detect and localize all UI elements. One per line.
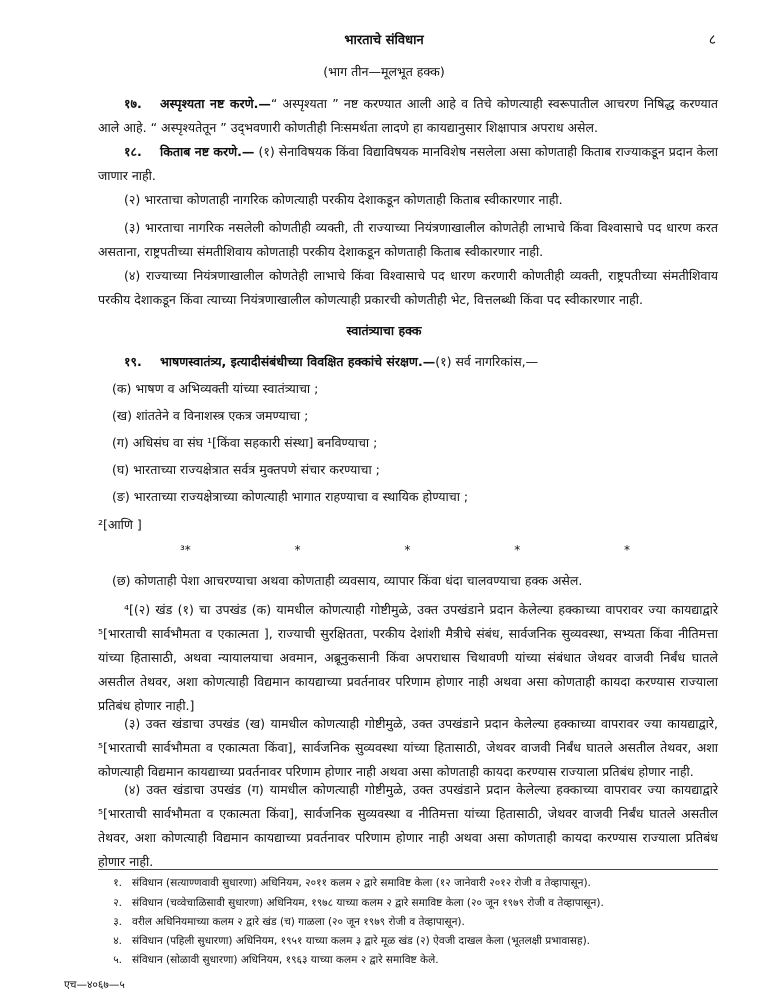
footnote-number: ५. bbox=[113, 954, 122, 966]
article-heading: अस्पृश्यता नष्ट करणे.— bbox=[160, 96, 271, 111]
footnote-number: २. bbox=[113, 897, 122, 909]
clause-intro: (१) सर्व नागरिकांस,— bbox=[435, 354, 539, 369]
clause-text: (४) उक्त खंडाचा उपखंड (ग) यामधील कोणत्याही गोष्टीमुळे, उक्त उपखंडाने प्रदान केलेल्या हक्काच्या वापरावर ज्या कायद्याद्वारे ⁵[भारताची सार्वभौमता व एकात्मता किंवा], सार्वजनिक सुव्यवस्था व नीतिमत्ता यांच्या हितासाठी, जेथवर वाजवी निर्बंध घातले असतील तेथवर, अशा कोणत्याही विद्यमान कायद्याच्या प्रवर्तनावर परिणाम होणार नाही अथवा असा कोणताही कायदा करण्यास राज्याला प्रतिबंध होणार नाही. bbox=[98, 782, 718, 869]
list-item: (क) भाषण व अभिव्यक्ती यांच्या स्वातंत्र्याचा ; bbox=[112, 381, 319, 396]
footnote-text: संविधान (सत्याण्णवावी सुधारणा) अधिनियम, २०११ कलम २ द्वारे समाविष्ट केला (१२ जानेवारी २०१२ रोजी व तेव्हापासून). bbox=[132, 877, 591, 889]
list-item: (ङ) भारताच्या राज्यक्षेत्राच्या कोणत्याही भागात राहण्याचा व स्थायिक होण्याचा ; bbox=[112, 489, 469, 504]
page-number: ८ bbox=[708, 32, 716, 48]
article-17 bbox=[98, 92, 718, 140]
star-mark: * bbox=[294, 543, 301, 557]
list-item: (छ) कोणताही पेशा आचरण्याचा अथवा कोणताही व्यवसाय, व्यापार किंवा धंदा चालवण्याचा हक्क असेल. bbox=[112, 573, 583, 588]
clause-text: (३) उक्त खंडाचा उपखंड (ख) यामधील कोणत्याही गोष्टीमुळे, उक्त उपखंडाने प्रदान केलेल्या हक्काच्या वापरावर ज्या कायद्याद्वारे, ⁵[भारताची सार्वभौमता व एकात्मता किंवा], सार्वजनिक सुव्यवस्था यांच्या हितासाठी, जेथवर वाजवी निर्बंध घातले असतील तेथवर, अशा कोणत्याही विद्यमान कायद्याच्या प्रवर्तनावर परिणाम होणार नाही अथवा असा कोणताही कायदा करण्यास राज्याला प्रतिबंध होणार नाही. bbox=[98, 716, 718, 779]
footnote bbox=[98, 953, 718, 967]
footnote-divider bbox=[98, 869, 718, 870]
article-number: १९. bbox=[124, 354, 142, 369]
and-marker: ²[आणि ] bbox=[98, 517, 142, 532]
list-item: (ख) शांततेने व विनाशस्त्र एकत्र जमण्याचा ; bbox=[112, 408, 309, 423]
footnote bbox=[98, 934, 718, 948]
article-heading: किताब नष्ट करणे.— bbox=[160, 144, 255, 159]
list-item: (ग) अधिसंघ वा संघ ¹[किंवा सहकारी संस्था] बनविण्याचा ; bbox=[112, 435, 378, 450]
footnote-text: संविधान (चव्वेचाळिसावी सुधारणा) अधिनियम, १९७८ याच्या कलम २ द्वारे समाविष्ट केला (२० जून १९७९ रोजी व तेव्हापासून). bbox=[132, 897, 604, 909]
omission-stars bbox=[180, 543, 630, 557]
article-18-clause-1 bbox=[98, 140, 718, 188]
article-19-clause-2 bbox=[98, 598, 718, 718]
footnote bbox=[98, 896, 718, 910]
clause-text: (३) भारताचा नागरिक नसलेली कोणतीही व्यक्ती, ती राज्याच्या नियंत्रणाखालील कोणतेही लाभाचे किंवा विश्वासाचे पद धारण करत असताना, राष्ट्रपतीच्या संमतीशिवाय कोणताही परकीय देशाकडून कोणताही किताब स्वीकारणार नाही. bbox=[98, 220, 718, 259]
document-title: भारताचे संविधान bbox=[344, 33, 424, 48]
article-number: १८. bbox=[124, 144, 142, 159]
print-code: एच—४०६७—५ bbox=[64, 979, 125, 991]
footnote bbox=[98, 876, 718, 890]
footnote-number: १. bbox=[113, 877, 122, 889]
star-mark: * bbox=[624, 543, 630, 557]
article-18-clause-4 bbox=[98, 264, 718, 312]
part-title: (भाग तीन—मूलभूत हक्क) bbox=[323, 64, 445, 79]
clause-text: (२) भारताचा कोणताही नागरिक कोणत्याही परकीय देशाकडून कोणताही किताब स्वीकारणार नाही. bbox=[124, 192, 563, 207]
list-item: (घ) भारताच्या राज्यक्षेत्रात सर्वत्र मुक्तपणे संचार करण्याचा ; bbox=[112, 462, 380, 477]
article-19-clause-3 bbox=[98, 712, 718, 784]
footnote-text: वरील अधिनियमाच्या कलम २ द्वारे खंड (च) गाळला (२० जून १९७९ रोजी व तेव्हापासून). bbox=[132, 916, 465, 928]
article-19-clause-4 bbox=[98, 778, 718, 874]
clause-text: (१) सेनाविषयक किंवा विद्याविषयक मानविशेष नसलेला असा कोणताही किताब राज्याकडून प्रदान केला जाणार नाही. bbox=[98, 144, 718, 183]
star-mark: * bbox=[404, 543, 411, 557]
article-heading: भाषणस्वातंत्र्य, इत्यादीसंबंधीच्या विवक्षित हक्कांचे संरक्षण.— bbox=[160, 354, 436, 369]
footnote bbox=[98, 915, 718, 929]
page-header bbox=[0, 30, 768, 50]
star-mark: ³* bbox=[180, 543, 191, 557]
footnote-number: ३. bbox=[113, 916, 122, 928]
clause-text: (४) राज्याच्या नियंत्रणाखालील कोणतेही लाभाचे किंवा विश्वासाचे पद धारण करणारी कोणतीही व्यक्ती, राष्ट्रपतीच्या संमतीशिवाय परकीय देशाकडून किंवा त्याच्या नियंत्रणाखालील कोणत्याही प्रकारची कोणतीही भेट, वित्तलब्धी किंवा पद स्वीकारणार नाही. bbox=[98, 268, 718, 307]
article-18-clause-3 bbox=[98, 216, 718, 264]
star-mark: * bbox=[514, 543, 521, 557]
article-number: १७. bbox=[124, 96, 142, 111]
article-19-heading bbox=[98, 350, 718, 374]
clause-text: ⁴[(२) खंड (१) चा उपखंड (क) यामधील कोणत्याही गोष्टीमुळे, उक्त उपखंडाने प्रदान केलेल्या हक्काच्या वापरावर ज्या कायद्याद्वारे ⁵[भारताची सार्वभौमता व एकात्मता ], राज्याची सुरक्षितता, परकीय देशांशी मैत्रीचे संबंध, सार्वजनिक सुव्यवस्था, सभ्यता किंवा नीतिमत्ता यांच्या हितासाठी, अथवा न्यायालयाचा अवमान, अब्रूनुकसानी किंवा अपराधास चिथावणी यांच्या संबंधात जेथवर वाजवी निर्बंध घातले असतील तेथवर, अशा कोणत्याही विद्यमान कायद्याच्या प्रवर्तनावर परिणाम होणार नाही अथवा असा कोणताही कायदा करण्यास राज्याला प्रतिबंध होणार नाही.] bbox=[98, 602, 718, 713]
section-heading: स्वातंत्र्याचा हक्क bbox=[346, 323, 422, 338]
footnote-text: संविधान (सोळावी सुधारणा) अधिनियम, १९६३ याच्या कलम २ द्वारे समाविष्ट केले. bbox=[132, 954, 439, 966]
article-text: “ अस्पृश्यता ” नष्ट करण्यात आली आहे व तिचे कोणत्याही स्वरूपातील आचरण निषिद्ध करण्यात आले आहे. “ अस्पृश्यतेतून ” उद्‌भवणारी कोणतीही निःसमर्थता लादणे हा कायद्यानुसार शिक्षापात्र अपराध असेल. bbox=[98, 96, 718, 135]
article-18-clause-2 bbox=[98, 188, 718, 212]
footnote-text: संविधान (पहिली सुधारणा) अधिनियम, १९५१ याच्या कलम ३ द्वारे मूळ खंड (२) ऐवजी दाखल केला (भूतलक्षी प्रभावासह). bbox=[132, 935, 591, 947]
footnote-number: ४. bbox=[113, 935, 122, 947]
